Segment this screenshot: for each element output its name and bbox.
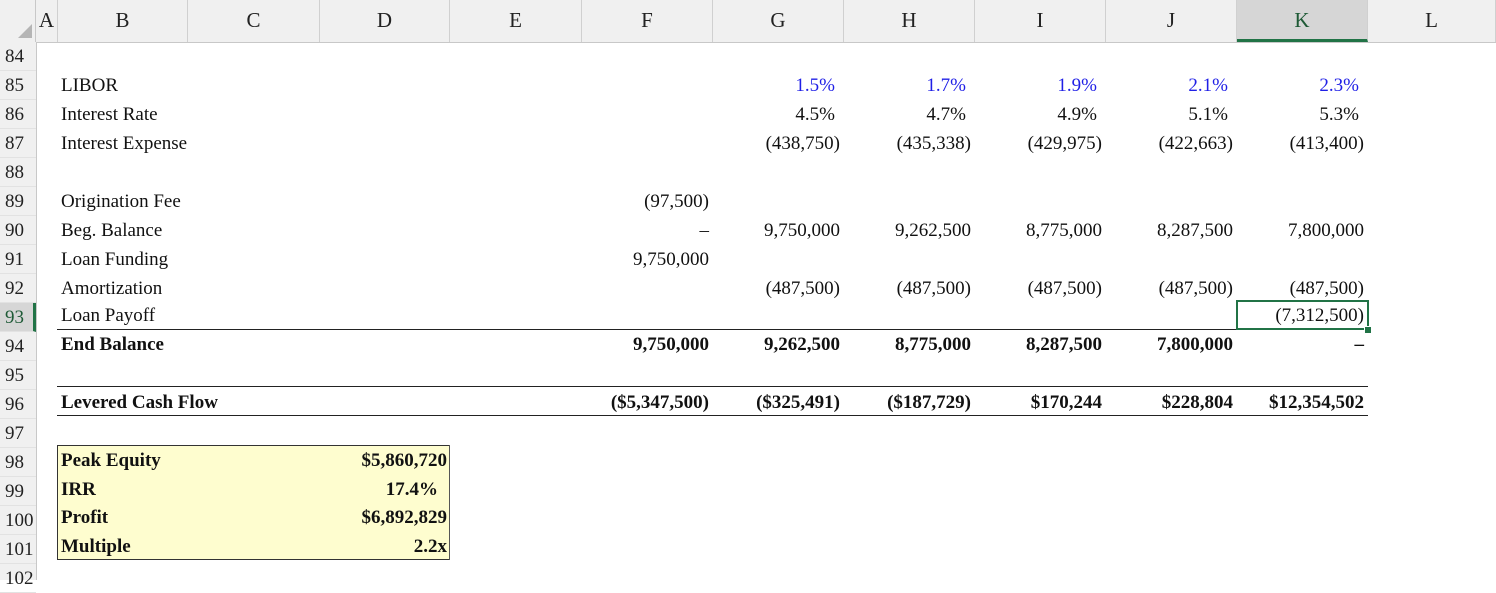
summary-value-multiple[interactable]: 2.2x (413, 536, 447, 557)
label-end-balance[interactable]: End Balance (61, 334, 164, 355)
cell-end-balance-g[interactable]: 9,262,500 (764, 334, 840, 355)
cell-beg-balance-i[interactable]: 8,775,000 (1026, 220, 1102, 241)
label-loan-funding[interactable]: Loan Funding (61, 249, 169, 270)
column-header-j[interactable]: J (1106, 0, 1237, 42)
cell-beg-balance-k[interactable]: 7,800,000 (1288, 220, 1364, 241)
column-header-a[interactable]: A (36, 0, 58, 42)
row-header-bar (0, 42, 37, 589)
summary-value-peak-equity[interactable]: $5,860,720 (361, 450, 447, 471)
cell-end-balance-j[interactable]: 7,800,000 (1157, 334, 1233, 355)
cell-end-balance-i[interactable]: 8,287,500 (1026, 334, 1102, 355)
column-header-i[interactable]: I (975, 0, 1106, 42)
summary-value-irr[interactable]: 17.4% (385, 479, 438, 500)
cell-amortization-h[interactable]: (487,500) (896, 278, 971, 299)
summary-label-peak-equity[interactable]: Peak Equity (61, 450, 161, 471)
cell-beg-balance-g[interactable]: 9,750,000 (764, 220, 840, 241)
cash-flow-top-border (57, 386, 1368, 387)
cell-interest-rate-j[interactable]: 5.1% (1188, 104, 1228, 125)
summary-box-divider (449, 445, 450, 560)
column-header-h[interactable]: H (844, 0, 975, 42)
cell-interest-expense-h[interactable]: (435,338) (896, 133, 971, 154)
summary-label-multiple[interactable]: Multiple (61, 536, 131, 557)
cell-levered-cash-flow-j[interactable]: $228,804 (1161, 392, 1233, 413)
cell-amortization-k[interactable]: (487,500) (1289, 278, 1364, 299)
cell-interest-rate-k[interactable]: 5.3% (1319, 104, 1359, 125)
label-libor[interactable]: LIBOR (61, 75, 118, 96)
cell-levered-cash-flow-f[interactable]: ($5,347,500) (610, 392, 709, 413)
cell-interest-expense-j[interactable]: (422,663) (1158, 133, 1233, 154)
column-header-d[interactable]: D (320, 0, 450, 42)
column-header-bar (0, 0, 1496, 43)
cell-beg-balance-h[interactable]: 9,262,500 (895, 220, 971, 241)
label-interest-expense[interactable]: Interest Expense (61, 133, 188, 154)
row-header-93[interactable]: 93 (0, 303, 36, 332)
cell-interest-rate-i[interactable]: 4.9% (1057, 104, 1097, 125)
cell-amortization-j[interactable]: (487,500) (1158, 278, 1233, 299)
cell-loan-funding-f[interactable]: 9,750,000 (633, 249, 709, 270)
row-header-98[interactable]: 98 (0, 448, 36, 477)
cell-end-balance-h[interactable]: 8,775,000 (895, 334, 971, 355)
column-header-f[interactable]: F (582, 0, 713, 42)
cell-libor-j[interactable]: 2.1% (1188, 75, 1228, 96)
select-all-triangle-icon (18, 24, 32, 38)
row-header-97[interactable]: 97 (0, 419, 36, 448)
cell-libor-i[interactable]: 1.9% (1057, 75, 1097, 96)
cell-interest-rate-g[interactable]: 4.5% (795, 104, 835, 125)
row-header-91[interactable]: 91 (0, 245, 36, 274)
row-header-95[interactable]: 95 (0, 361, 36, 390)
cell-interest-rate-h[interactable]: 4.7% (926, 104, 966, 125)
cell-end-balance-f[interactable]: 9,750,000 (633, 334, 709, 355)
row-header-100[interactable]: 100 (0, 506, 36, 535)
summary-value-profit[interactable]: $6,892,829 (361, 507, 447, 528)
cell-origination-fee-f[interactable]: (97,500) (644, 191, 709, 212)
row-header-89[interactable]: 89 (0, 187, 36, 216)
fill-handle[interactable] (1364, 326, 1372, 334)
label-loan-payoff[interactable]: Loan Payoff (61, 305, 156, 326)
label-levered-cash-flow[interactable]: Levered Cash Flow (61, 392, 218, 413)
row-header-86[interactable]: 86 (0, 100, 36, 129)
cell-levered-cash-flow-i[interactable]: $170,244 (1030, 392, 1102, 413)
label-amortization[interactable]: Amortization (61, 278, 163, 299)
row-header-94[interactable]: 94 (0, 332, 36, 361)
cell-interest-expense-i[interactable]: (429,975) (1027, 133, 1102, 154)
row-header-90[interactable]: 90 (0, 216, 36, 245)
cell-amortization-i[interactable]: (487,500) (1027, 278, 1102, 299)
row-header-85[interactable]: 85 (0, 71, 36, 100)
row-header-92[interactable]: 92 (0, 274, 36, 303)
cell-libor-k[interactable]: 2.3% (1319, 75, 1359, 96)
select-all-corner[interactable] (0, 0, 36, 42)
summary-label-irr[interactable]: IRR (61, 479, 96, 500)
label-interest-rate[interactable]: Interest Rate (61, 104, 158, 125)
label-beg-balance[interactable]: Beg. Balance (61, 220, 163, 241)
row-header-88[interactable]: 88 (0, 158, 36, 187)
cell-levered-cash-flow-h[interactable]: ($187,729) (887, 392, 971, 413)
cell-beg-balance-f[interactable]: – (699, 220, 709, 241)
column-header-e[interactable]: E (450, 0, 582, 42)
cell-libor-g[interactable]: 1.5% (795, 75, 835, 96)
row-header-102[interactable]: 102 (0, 564, 36, 593)
label-origination-fee[interactable]: Origination Fee (61, 191, 181, 212)
row-header-87[interactable]: 87 (0, 129, 36, 158)
cell-levered-cash-flow-g[interactable]: ($325,491) (756, 392, 840, 413)
cell-beg-balance-j[interactable]: 8,287,500 (1157, 220, 1233, 241)
row-header-99[interactable]: 99 (0, 477, 36, 506)
summary-label-profit[interactable]: Profit (61, 507, 109, 528)
cell-end-balance-k[interactable]: – (1354, 334, 1364, 355)
cell-loan-payoff-k[interactable]: (7,312,500) (1275, 305, 1364, 326)
row-header-101[interactable]: 101 (0, 535, 36, 564)
cell-libor-h[interactable]: 1.7% (926, 75, 966, 96)
cell-levered-cash-flow-k[interactable]: $12,354,502 (1269, 392, 1364, 413)
column-header-g[interactable]: G (713, 0, 844, 42)
row-header-84[interactable]: 84 (0, 42, 36, 71)
cell-interest-expense-g[interactable]: (438,750) (765, 133, 840, 154)
column-header-l[interactable]: L (1368, 0, 1496, 42)
cell-interest-expense-k[interactable]: (413,400) (1289, 133, 1364, 154)
column-header-c[interactable]: C (188, 0, 320, 42)
column-header-k[interactable]: K (1237, 0, 1368, 42)
column-header-b[interactable]: B (58, 0, 188, 42)
cell-amortization-g[interactable]: (487,500) (765, 278, 840, 299)
row-header-96[interactable]: 96 (0, 390, 36, 419)
